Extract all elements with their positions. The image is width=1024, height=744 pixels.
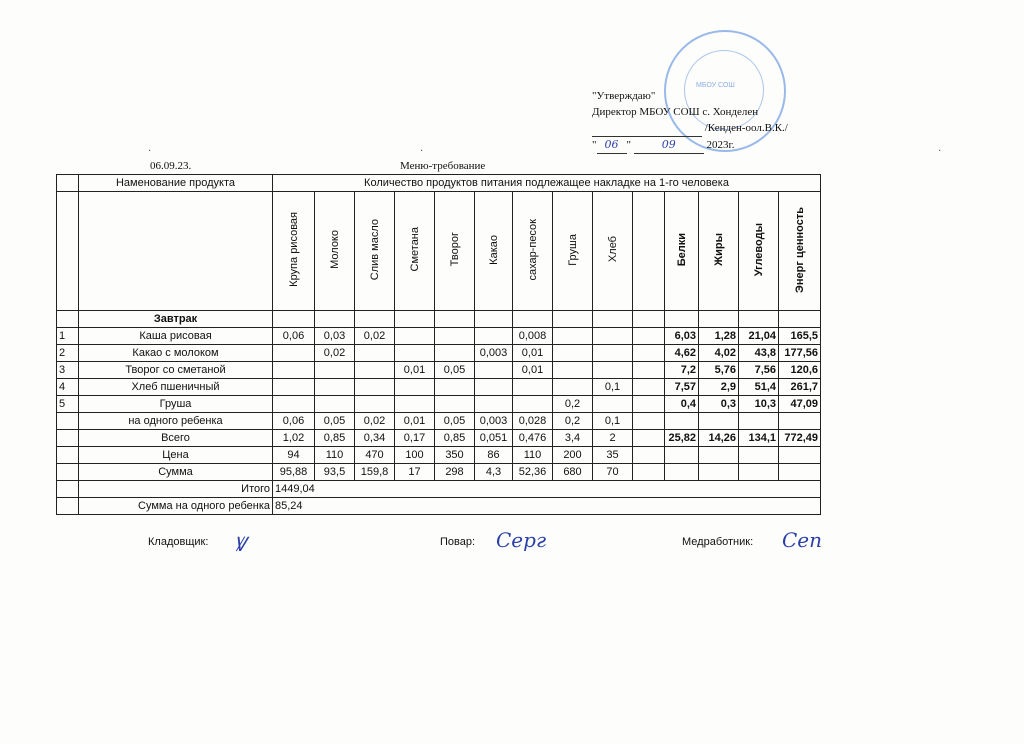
quantity-cell — [553, 328, 593, 345]
table-cell — [699, 413, 739, 430]
quantity-cell — [315, 396, 355, 413]
approval-date: " 06 " 09 2023г. — [592, 137, 832, 154]
nutrient-cell: 177,56 — [779, 345, 821, 362]
nutrient-cell: 47,09 — [779, 396, 821, 413]
sum-row — [57, 464, 821, 481]
product-column-header — [273, 192, 315, 311]
cook-label: Повар: — [440, 536, 476, 548]
quantity-cell — [633, 430, 665, 447]
nutrient-cell: 0,4 — [665, 396, 699, 413]
table-cell — [633, 311, 665, 328]
table-cell — [739, 447, 779, 464]
table-cell — [699, 447, 739, 464]
nutrient-cell: 7,57 — [665, 379, 699, 396]
product-column-header-label: сахар-песок — [526, 218, 539, 281]
medic-signature: Сеп — [782, 528, 823, 552]
quantity-cell — [273, 396, 315, 413]
table-cell — [593, 311, 633, 328]
quantity-cell — [355, 362, 395, 379]
table-cell — [739, 464, 779, 481]
nutrient-cell: 261,7 — [779, 379, 821, 396]
table-cell — [57, 447, 79, 464]
header-cell — [79, 192, 273, 311]
nutrient-column-header — [779, 192, 821, 311]
price-row — [57, 447, 821, 464]
quantity-cell — [553, 379, 593, 396]
quantity-cell: 0,01 — [513, 345, 553, 362]
nutrient-cell: 134,1 — [739, 430, 779, 447]
quantity-cell: 0,476 — [513, 430, 553, 447]
product-header-row — [57, 192, 821, 311]
table-cell — [665, 447, 699, 464]
grand_total-row — [57, 481, 821, 498]
product-column-header-label: Хлеб — [606, 236, 619, 263]
table-cell — [273, 311, 315, 328]
table-cell — [665, 311, 699, 328]
nutrient-column-header-label: Углеводы — [752, 222, 765, 277]
quantity-cell — [633, 345, 665, 362]
quantity-cell — [513, 379, 553, 396]
nutrient-column-header — [665, 192, 699, 311]
table-cell — [57, 413, 79, 430]
sum-label: Сумма — [79, 464, 273, 481]
storekeeper-signature: Ꝟ — [234, 532, 247, 556]
quantity-cell — [273, 379, 315, 396]
quantity-cell — [395, 396, 435, 413]
quantity-cell — [435, 328, 475, 345]
quantity-cell: 0,1 — [593, 379, 633, 396]
quantity-cell: 0,02 — [355, 413, 395, 430]
quantity-cell: 95,88 — [273, 464, 315, 481]
quantity-cell — [355, 396, 395, 413]
quantity-cell — [475, 328, 513, 345]
quantity-cell — [355, 379, 395, 396]
nutrient-cell: 2,9 — [699, 379, 739, 396]
nutrient-cell: 21,04 — [739, 328, 779, 345]
quantity-cell: 470 — [355, 447, 395, 464]
header-product-name: Наменование продукта — [79, 175, 273, 192]
dish-name: Груша — [79, 396, 273, 413]
quantity-cell: 110 — [513, 447, 553, 464]
quantity-cell — [475, 379, 513, 396]
nutrient-cell: 4,02 — [699, 345, 739, 362]
header-quantity: Количество продуктов питания подлежащее накладке на 1-го человека — [273, 175, 821, 192]
price-label: Цена — [79, 447, 273, 464]
table-row — [57, 328, 821, 345]
quantity-cell — [633, 396, 665, 413]
quantity-cell — [633, 328, 665, 345]
quantity-cell: 0,01 — [513, 362, 553, 379]
product-column-header-label: Какао — [487, 234, 500, 265]
quantity-cell — [273, 345, 315, 362]
product-column-header — [513, 192, 553, 311]
quantity-cell: 35 — [593, 447, 633, 464]
row-number: 4 — [57, 379, 79, 396]
nutrient-column-header — [699, 192, 739, 311]
table-cell — [355, 311, 395, 328]
grand_total-value: 1449,04 — [273, 481, 821, 498]
product-column-header-label: Слив масло — [368, 218, 381, 281]
quantity-cell: 159,8 — [355, 464, 395, 481]
approval-month: 09 — [634, 137, 704, 154]
table-cell — [665, 464, 699, 481]
section-row — [57, 311, 821, 328]
quantity-cell: 0,003 — [475, 345, 513, 362]
quantity-cell: 200 — [553, 447, 593, 464]
quantity-cell: 0,051 — [475, 430, 513, 447]
quantity-cell: 93,5 — [315, 464, 355, 481]
total-label: Всего — [79, 430, 273, 447]
product-column-header — [633, 192, 665, 311]
row-number: 3 — [57, 362, 79, 379]
header-row — [57, 175, 821, 192]
quantity-cell: 70 — [593, 464, 633, 481]
nutrient-cell: 7,2 — [665, 362, 699, 379]
quantity-cell — [593, 345, 633, 362]
quantity-cell: 0,34 — [355, 430, 395, 447]
table-cell — [739, 311, 779, 328]
menu-table — [56, 174, 821, 515]
quantity-cell — [475, 396, 513, 413]
row-number: 1 — [57, 328, 79, 345]
per_child-row — [57, 413, 821, 430]
quantity-cell: 0,01 — [395, 413, 435, 430]
row-number: 5 — [57, 396, 79, 413]
mark: · — [938, 146, 942, 157]
quantity-cell — [395, 328, 435, 345]
quantity-cell: 680 — [553, 464, 593, 481]
table-cell — [553, 311, 593, 328]
quantity-cell — [593, 328, 633, 345]
nutrient-cell: 25,82 — [665, 430, 699, 447]
quantity-cell — [315, 379, 355, 396]
table-cell — [57, 498, 79, 515]
product-column-header — [395, 192, 435, 311]
grand_total-label: Итого — [79, 481, 273, 498]
quantity-cell — [395, 379, 435, 396]
table-cell — [395, 311, 435, 328]
quantity-cell: 1,02 — [273, 430, 315, 447]
quantity-cell — [355, 345, 395, 362]
dish-name: Хлеб пшеничный — [79, 379, 273, 396]
table-row — [57, 345, 821, 362]
quantity-cell — [395, 345, 435, 362]
nutrient-cell: 5,76 — [699, 362, 739, 379]
approval-day: 06 — [597, 137, 627, 154]
quantity-cell: 0,05 — [315, 413, 355, 430]
quantity-cell: 2 — [593, 430, 633, 447]
document-date: 06.09.23. — [150, 160, 192, 172]
approval-signer-name: /Кенден-оол.В.К./ — [704, 122, 788, 134]
nutrient-column-header-label: Жиры — [712, 233, 725, 266]
quantity-cell: 3,4 — [553, 430, 593, 447]
nutrient-cell: 43,8 — [739, 345, 779, 362]
quantity-cell: 0,06 — [273, 413, 315, 430]
quantity-cell: 0,02 — [355, 328, 395, 345]
quantity-cell: 0,05 — [435, 362, 475, 379]
nutrient-cell: 165,5 — [779, 328, 821, 345]
quantity-cell — [435, 379, 475, 396]
product-column-header-label: Молоко — [328, 230, 341, 269]
quantity-cell — [553, 345, 593, 362]
quantity-cell — [435, 345, 475, 362]
quantity-cell — [593, 396, 633, 413]
header-cell — [57, 175, 79, 192]
section-label: Завтрак — [79, 311, 273, 328]
quantity-cell — [553, 362, 593, 379]
table-cell — [57, 464, 79, 481]
table-cell — [699, 464, 739, 481]
quantity-cell — [435, 396, 475, 413]
table-cell — [435, 311, 475, 328]
approval-year: 2023г. — [706, 139, 735, 151]
quantity-cell: 4,3 — [475, 464, 513, 481]
table-cell — [779, 464, 821, 481]
medic-label: Медработник: — [682, 536, 754, 548]
product-column-header — [355, 192, 395, 311]
quantity-cell: 0,028 — [513, 413, 553, 430]
table-cell — [739, 413, 779, 430]
quantity-cell — [633, 447, 665, 464]
table-cell — [779, 311, 821, 328]
nutrient-cell: 0,3 — [699, 396, 739, 413]
product-column-header — [553, 192, 593, 311]
quantity-cell — [273, 362, 315, 379]
quantity-cell: 0,008 — [513, 328, 553, 345]
table-cell — [315, 311, 355, 328]
table-cell — [57, 311, 79, 328]
quantity-cell: 17 — [395, 464, 435, 481]
quantity-cell — [513, 396, 553, 413]
storekeeper-label: Кладовщик: — [148, 536, 209, 548]
approval-position: Директор МБОУ СОШ с. Хонделен — [592, 106, 759, 118]
table-cell — [57, 430, 79, 447]
nutrient-cell: 1,28 — [699, 328, 739, 345]
dish-name: Какао с молоком — [79, 345, 273, 362]
product-column-header — [593, 192, 633, 311]
quantity-cell: 86 — [475, 447, 513, 464]
product-column-header — [435, 192, 475, 311]
quantity-cell: 0,17 — [395, 430, 435, 447]
nutrient-cell: 6,03 — [665, 328, 699, 345]
product-column-header-label: Сметана — [408, 227, 421, 272]
nutrient-cell: 51,4 — [739, 379, 779, 396]
quantity-cell: 0,02 — [315, 345, 355, 362]
quantity-cell: 100 — [395, 447, 435, 464]
product-column-header-label: Крупа рисовая — [287, 212, 300, 287]
nutrient-cell: 772,49 — [779, 430, 821, 447]
quantity-cell — [475, 362, 513, 379]
quantity-cell: 350 — [435, 447, 475, 464]
quantity-cell — [633, 464, 665, 481]
mark: · — [420, 146, 424, 157]
dish-name: Каша рисовая — [79, 328, 273, 345]
quantity-cell: 94 — [273, 447, 315, 464]
quantity-cell: 0,01 — [395, 362, 435, 379]
table-cell — [57, 481, 79, 498]
sum_per_child-label: Сумма на одного ребенка — [79, 498, 273, 515]
quantity-cell: 298 — [435, 464, 475, 481]
nutrient-column-header-label: Энерг ценность — [793, 206, 806, 293]
director-signature — [592, 120, 702, 137]
quantity-cell — [593, 362, 633, 379]
mark: · — [148, 146, 152, 157]
quantity-cell — [633, 413, 665, 430]
nutrient-cell: 7,56 — [739, 362, 779, 379]
quantity-cell: 0,1 — [593, 413, 633, 430]
table-row — [57, 362, 821, 379]
quantity-cell — [633, 362, 665, 379]
quantity-cell: 0,03 — [315, 328, 355, 345]
quantity-cell — [633, 379, 665, 396]
product-column-header — [315, 192, 355, 311]
quantity-cell: 52,36 — [513, 464, 553, 481]
quantity-cell: 0,05 — [435, 413, 475, 430]
quantity-cell: 0,003 — [475, 413, 513, 430]
dish-name: Творог со сметаной — [79, 362, 273, 379]
quantity-cell: 0,85 — [315, 430, 355, 447]
cook-signature: Серг — [496, 528, 547, 552]
total-row — [57, 430, 821, 447]
sum_per_child-row — [57, 498, 821, 515]
quantity-cell: 0,85 — [435, 430, 475, 447]
nutrient-column-header — [739, 192, 779, 311]
row-number: 2 — [57, 345, 79, 362]
approval-signer — [592, 120, 832, 137]
nutrient-cell: 4,62 — [665, 345, 699, 362]
table-row — [57, 396, 821, 413]
table-row — [57, 379, 821, 396]
product-column-header-label: Творог — [448, 232, 461, 267]
table-cell — [665, 413, 699, 430]
product-column-header-label: Груша — [566, 233, 579, 266]
quantity-cell — [315, 362, 355, 379]
quantity-cell: 110 — [315, 447, 355, 464]
table-cell — [699, 311, 739, 328]
header-cell — [57, 192, 79, 311]
approval-title: "Утверждаю" — [592, 90, 656, 102]
nutrient-column-header-label: Белки — [675, 232, 688, 267]
quantity-cell: 0,2 — [553, 396, 593, 413]
nutrient-cell: 14,26 — [699, 430, 739, 447]
nutrient-cell: 120,6 — [779, 362, 821, 379]
sum_per_child-value: 85,24 — [273, 498, 821, 515]
table-cell — [779, 447, 821, 464]
quantity-cell: 0,2 — [553, 413, 593, 430]
approval-block — [592, 88, 832, 154]
table-cell — [475, 311, 513, 328]
table-cell — [779, 413, 821, 430]
document-title: Меню-требование — [400, 160, 486, 172]
per_child-label: на одного ребенка — [79, 413, 273, 430]
product-column-header — [475, 192, 513, 311]
nutrient-cell: 10,3 — [739, 396, 779, 413]
official-stamp: МБОУ СОШ — [664, 30, 786, 152]
table-cell — [513, 311, 553, 328]
quantity-cell: 0,06 — [273, 328, 315, 345]
